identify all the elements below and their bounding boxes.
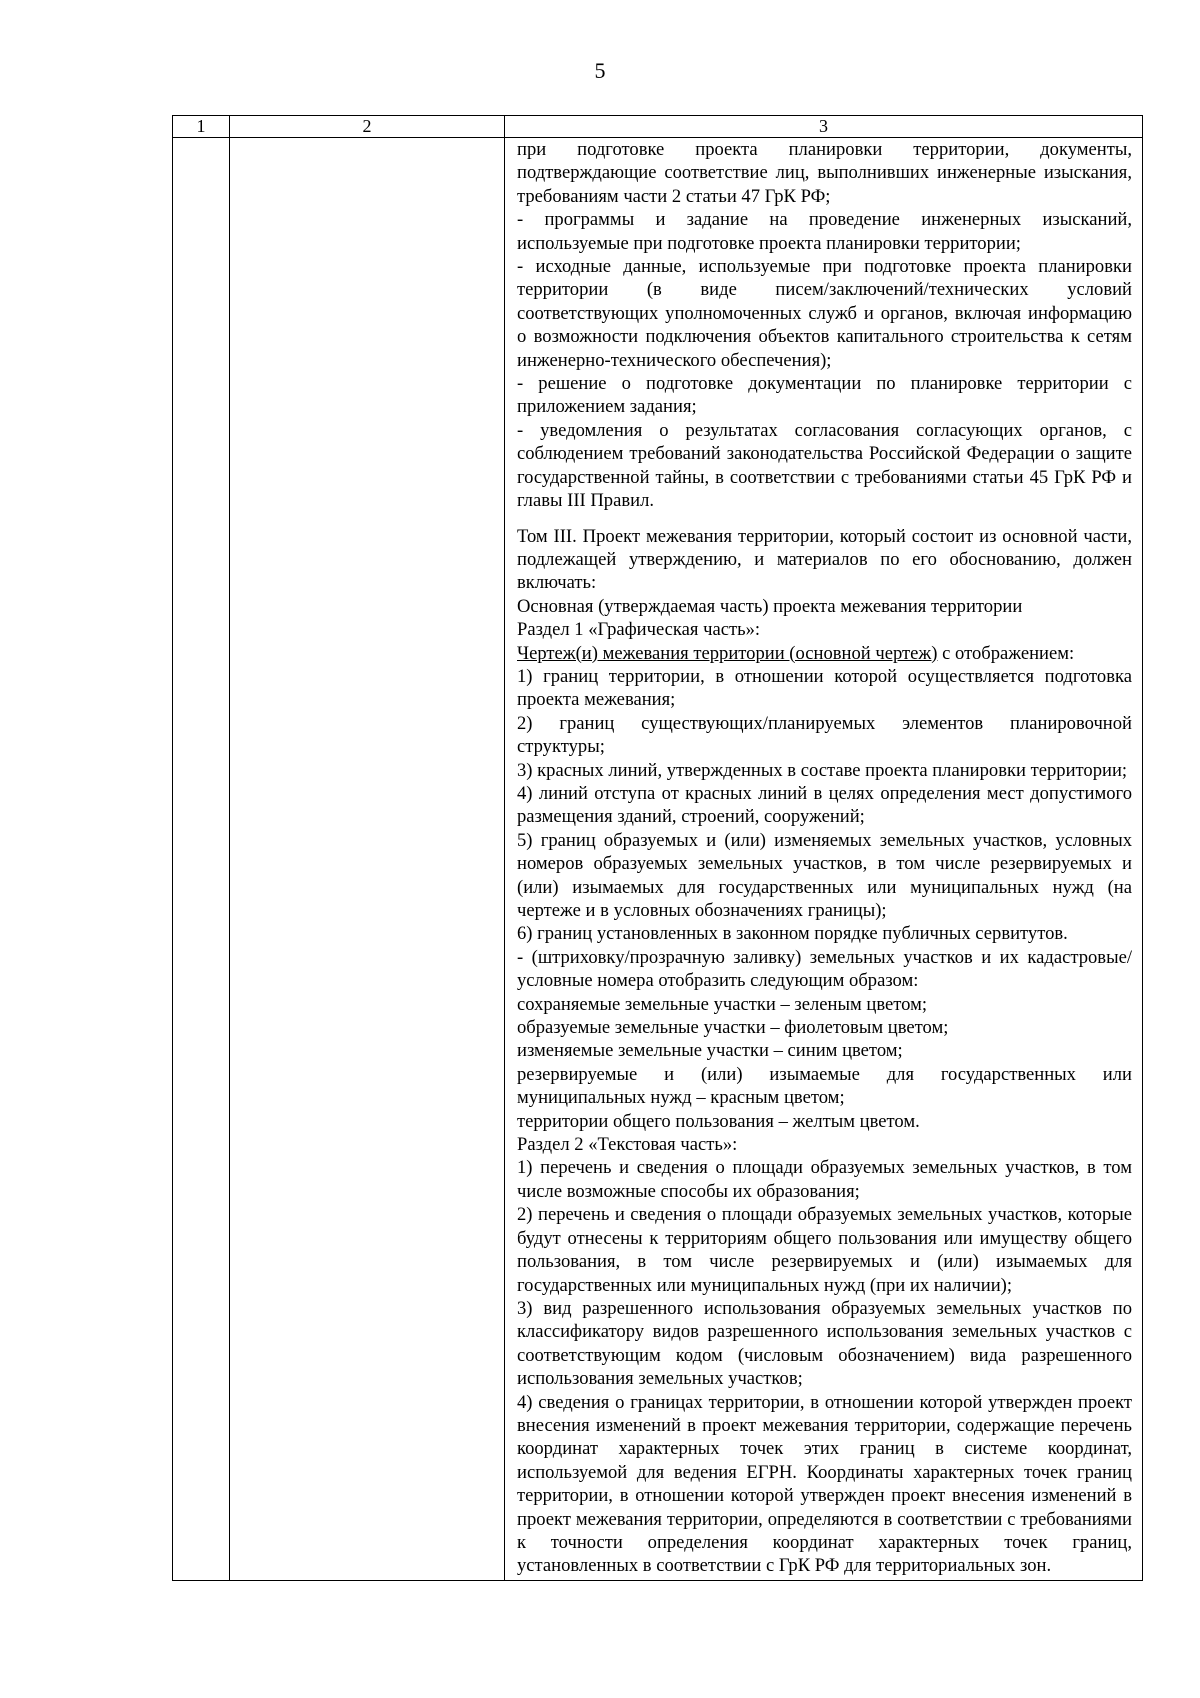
drawing-title: Чертеж(и) межевания территории (основной чертеж) bbox=[517, 642, 938, 664]
color-rule: сохраняемые земельные участки – зеленым цветом; bbox=[517, 993, 928, 1015]
paragraph: - программы и задание на проведение инженерных изысканий, используемые при подготовке проекта планировки территории; bbox=[517, 209, 1132, 254]
section-2-heading: Раздел 2 «Текстовая часть»: bbox=[517, 1134, 738, 1156]
list-item: 4) линий отступа от красных линий в целях определения мест допустимого размещения зданий, строений, сооружений; bbox=[517, 782, 1132, 828]
volume-three-block bbox=[517, 525, 1132, 1578]
list-item: 1) перечень и сведения о площади образуемых земельных участков, в том числе возможные способы их образования; bbox=[517, 1157, 1132, 1202]
main-part-heading: Основная (утверждаемая часть) проекта межевания территории bbox=[517, 595, 1023, 617]
block-separator bbox=[517, 513, 1132, 525]
cell-column-2 bbox=[230, 138, 505, 1581]
fill-instruction: - (штриховку/прозрачную заливку) земельных участков и их кадастровые/условные номера отобразить следующим образом: bbox=[517, 946, 1132, 992]
page-number: 5 bbox=[594, 58, 606, 83]
requirements-table bbox=[172, 115, 1143, 1581]
list-item: 6) границ установленных в законном порядке публичных сервитутов. bbox=[517, 923, 1068, 945]
list-item: 2) перечень и сведения о площади образуемых земельных участков, которые будут отнесены к территориям общего пользования или имуществу общего пользования, в том числе резервируемых и (или) изымаемых для государственных или муниципальных нужд (при их наличии); bbox=[517, 1204, 1132, 1296]
cell-column-3 bbox=[505, 138, 1143, 1581]
list-item: 5) границ образуемых и (или) изменяемых земельных участков, условных номеров образуемых земельных участков, в том числе резервируемых и (или) изымаемых для государственных или муниципальных нужд (на чертеже и в условных обозначениях границы); bbox=[517, 829, 1132, 921]
color-rule: изменяемые земельные участки – синим цветом; bbox=[517, 1040, 903, 1062]
volume-three-intro: Том III. Проект межевания территории, который состоит из основной части, подлежащей утверждению, и материалов по его обоснованию, должен включать: bbox=[517, 525, 1132, 594]
drawing-line bbox=[517, 642, 1132, 665]
section-1-heading: Раздел 1 «Графическая часть»: bbox=[517, 619, 761, 641]
paragraph: - уведомления о результатах согласования согласующих органов, с соблюдением требований законодательства Российской Федерации о защите государственной тайны, в соответствии с требованиями статьи 45 ГрК РФ и главы III Правил. bbox=[517, 419, 1132, 512]
list-item: 2) границ существующих/планируемых элементов планировочной структуры; bbox=[517, 712, 1132, 758]
column-header-3: 3 bbox=[505, 116, 1143, 138]
paragraph: - решение о подготовке документации по планировке территории с приложением задания; bbox=[517, 373, 1132, 418]
color-rule: резервируемые и (или) изымаемые для государственных или муниципальных нужд – красным цветом; bbox=[517, 1063, 1132, 1109]
cell-column-1 bbox=[173, 138, 230, 1581]
paragraph: - исходные данные, используемые при подготовке проекта планировки территории (в виде писем/заключений/технических условий соответствующих уполномоченных служб и органов, включая информацию о возможности подключения объектов капитального строительства к сетям инженерно-технического обеспечения); bbox=[517, 256, 1132, 371]
color-rule: территории общего пользования – желтым цветом. bbox=[517, 1110, 920, 1132]
paragraph: при подготовке проекта планировки территории, документы, подтверждающие соответствие лиц, выполнивших инженерные изыскания, требованиям части 2 статьи 47 ГрК РФ; bbox=[517, 139, 1132, 207]
column-header-2: 2 bbox=[230, 116, 505, 138]
table-row bbox=[173, 138, 1143, 1581]
volume-materials-block bbox=[517, 138, 1132, 513]
color-rule: образуемые земельные участки – фиолетовым цветом; bbox=[517, 1017, 949, 1039]
list-item: 4) сведения о границах территории, в отношении которой утвержден проект внесения изменений в проект межевания территории, содержащие перечень координат характерных точек этих границ в системе координат, используемой для ведения ЕГРН. Координаты характерных точек границ территории, в отношении которой утвержден проект внесения изменений в проект межевания территории, определяются в соответствии с требованиями к точности определения координат характерных точек границ, установленных в соответствии с ГрК РФ для территориальных зон. bbox=[517, 1391, 1132, 1577]
list-item: 1) границ территории, в отношении которой осуществляется подготовка проекта межевания; bbox=[517, 665, 1132, 711]
list-item: 3) красных линий, утвержденных в составе проекта планировки территории; bbox=[517, 759, 1128, 781]
table-header-row bbox=[173, 116, 1143, 138]
list-item: 3) вид разрешенного использования образуемых земельных участков по классификатору видов разрешенного использования земельных участков с соответствующим кодом (числовым обозначением) вида разрешенного использования земельных участков; bbox=[517, 1297, 1132, 1390]
column-header-1: 1 bbox=[173, 116, 230, 138]
drawing-suffix: с отображением: bbox=[937, 642, 1075, 664]
